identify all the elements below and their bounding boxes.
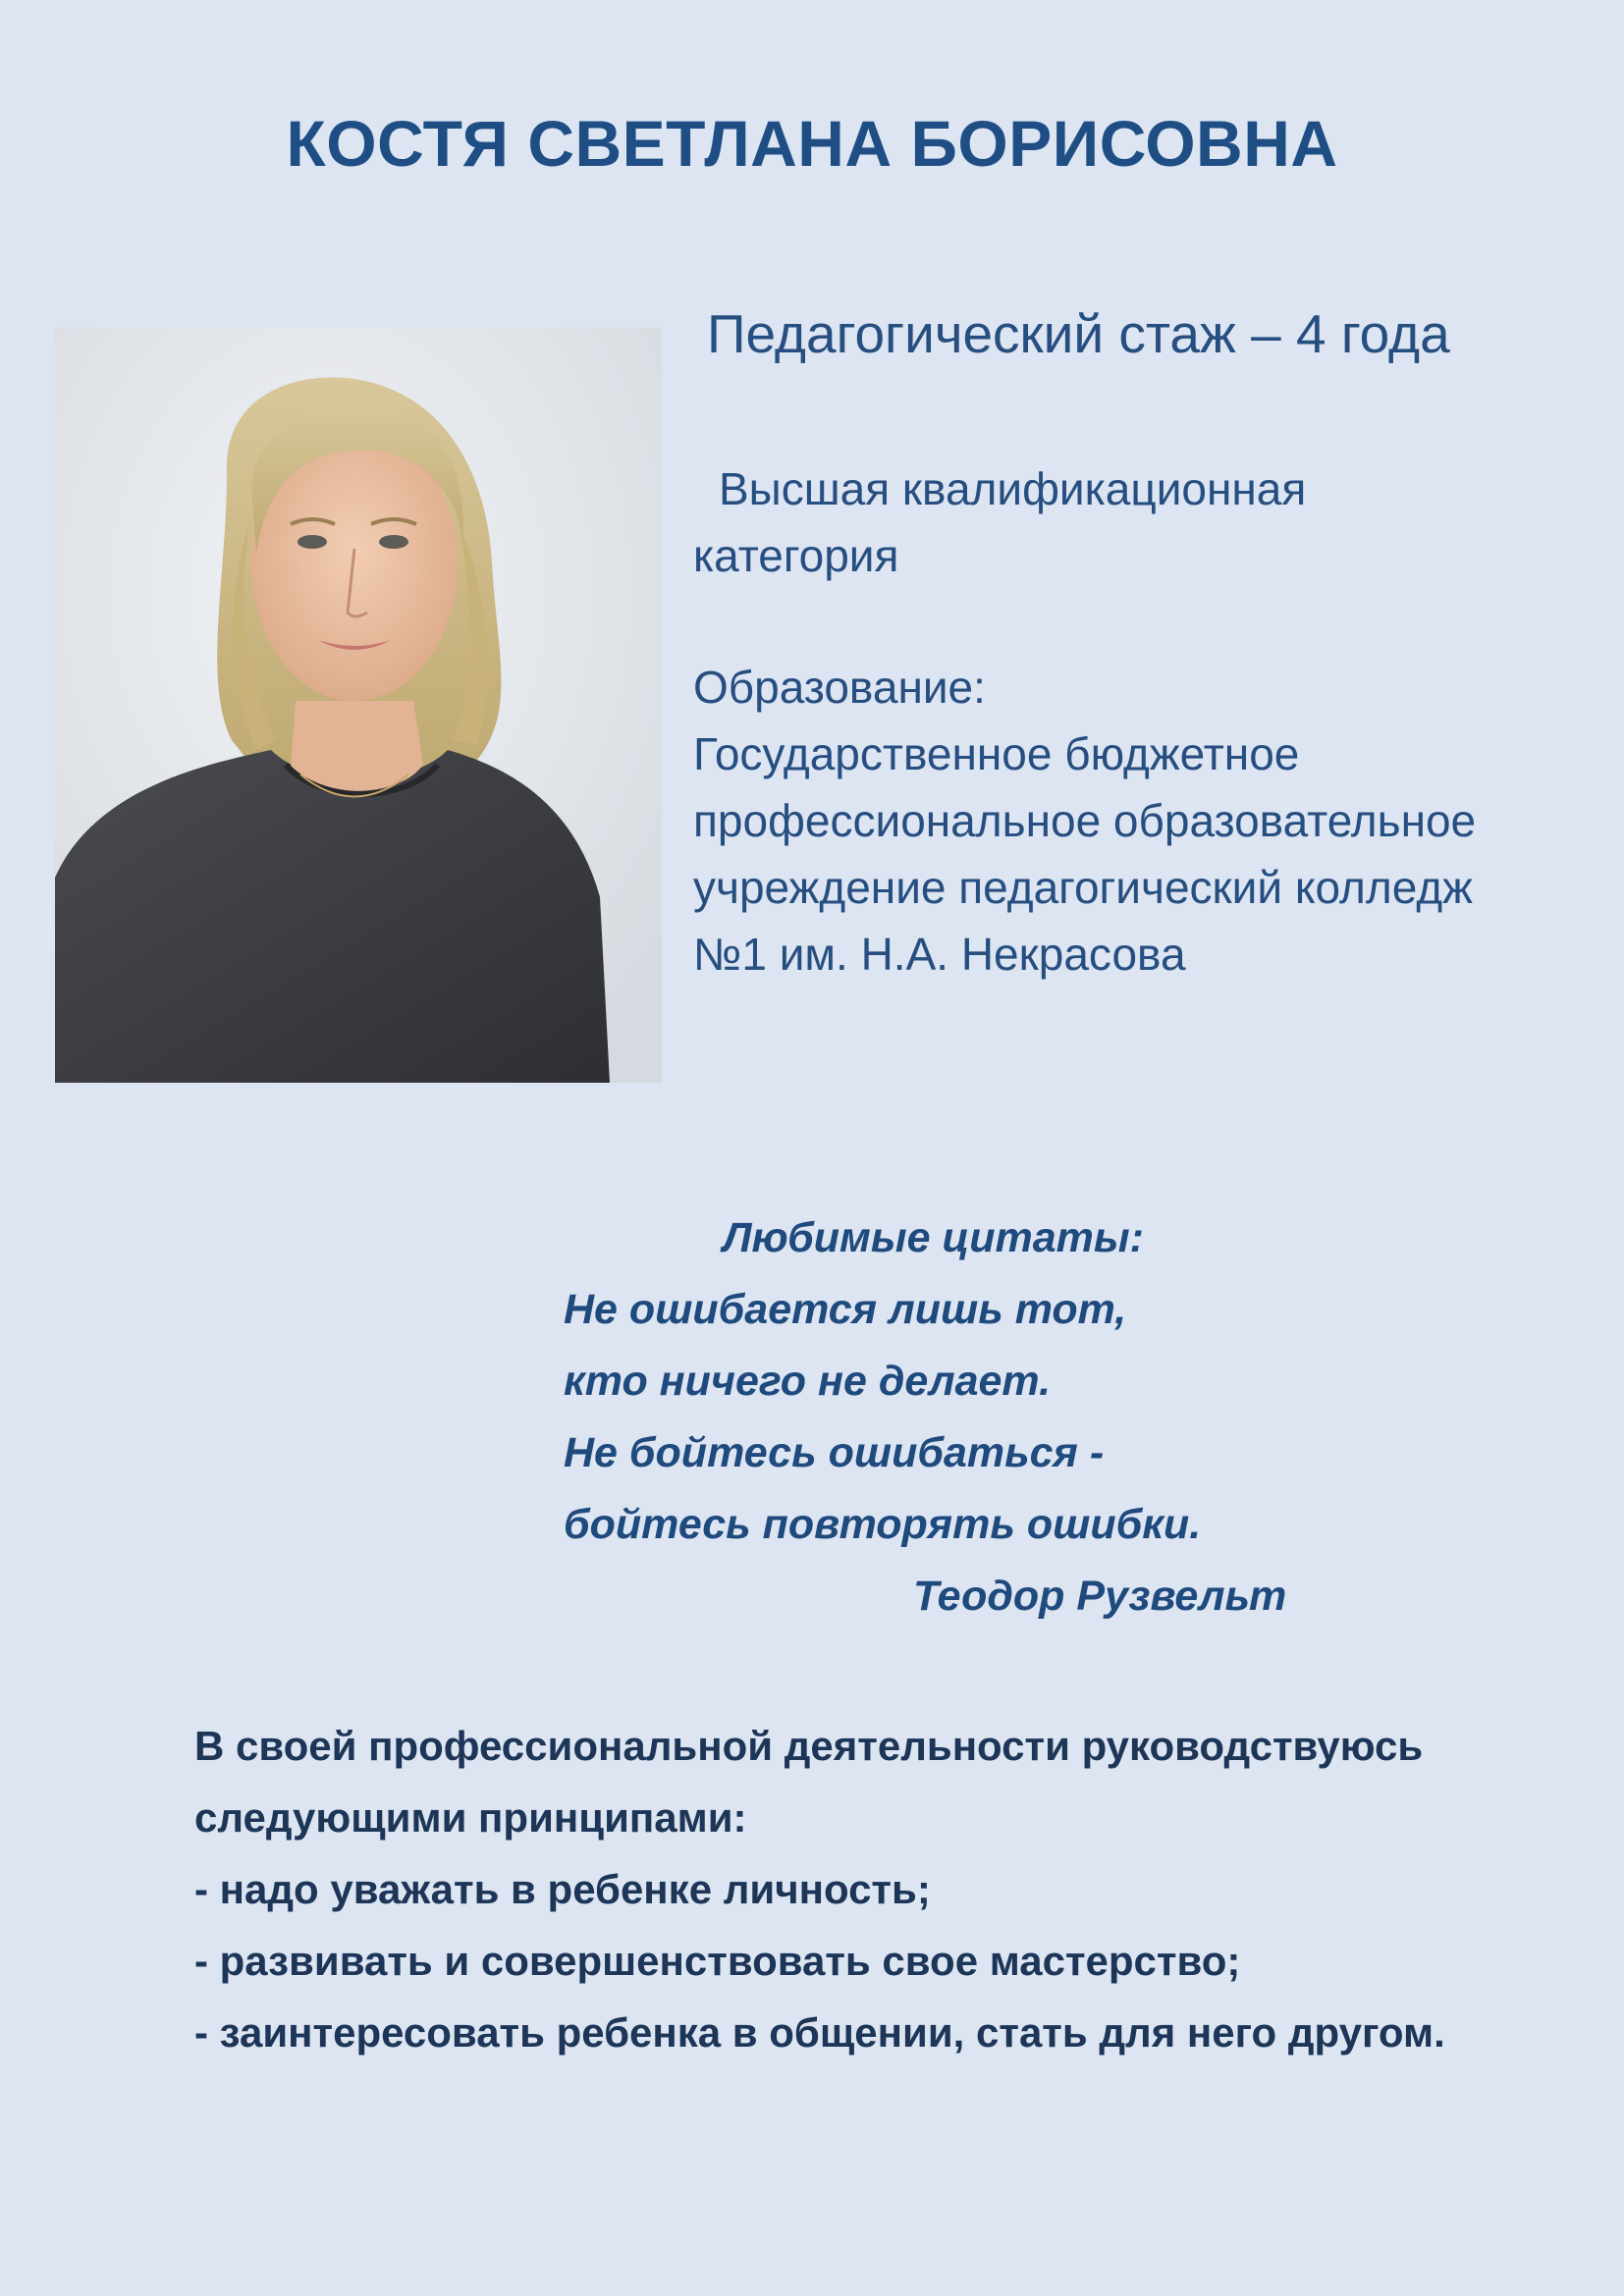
principles-block (194, 1710, 1445, 2068)
experience-text: Педагогический стаж – 4 года (707, 303, 1450, 364)
portrait-photo (55, 328, 662, 1083)
education-label: Образование: (693, 662, 986, 713)
page-title: КОСТЯ СВЕТЛАНА БОРИСОВНА (286, 107, 1338, 180)
quote-line: кто ничего не делает. (564, 1358, 1052, 1405)
principles-line: следующими принципами: (194, 1794, 747, 1841)
education-line: профессиональное образовательное (693, 795, 1477, 846)
category-line-1: Высшая квалификационная (719, 463, 1307, 514)
education-line: №1 им. Н.А. Некрасова (693, 929, 1186, 980)
quote-author: Теодор Рузвельт (913, 1573, 1287, 1620)
principles-line: В своей профессиональной деятельности руководствуюсь (194, 1723, 1424, 1769)
quotes-title: Любимые цитаты: (723, 1214, 1144, 1261)
education-block (693, 654, 1476, 988)
quote-line: Не бойтесь ошибаться - (564, 1429, 1105, 1476)
quote-line: Не ошибается лишь тот, (564, 1286, 1127, 1333)
quote-line: бойтесь повторять ошибки. (564, 1501, 1202, 1548)
education-line: учреждение педагогический колледж (693, 862, 1473, 913)
principles-item: - развивать и совершенствовать свое мастерство; (194, 1938, 1241, 1984)
principles-item: - надо уважать в ребенке личность; (194, 1866, 931, 1912)
qualification-category (693, 455, 1306, 589)
principles-item: - заинтересовать ребенка в общении, стать для него другом. (194, 2009, 1445, 2056)
education-line: Государственное бюджетное (693, 728, 1300, 779)
category-line-2: категория (693, 530, 899, 581)
